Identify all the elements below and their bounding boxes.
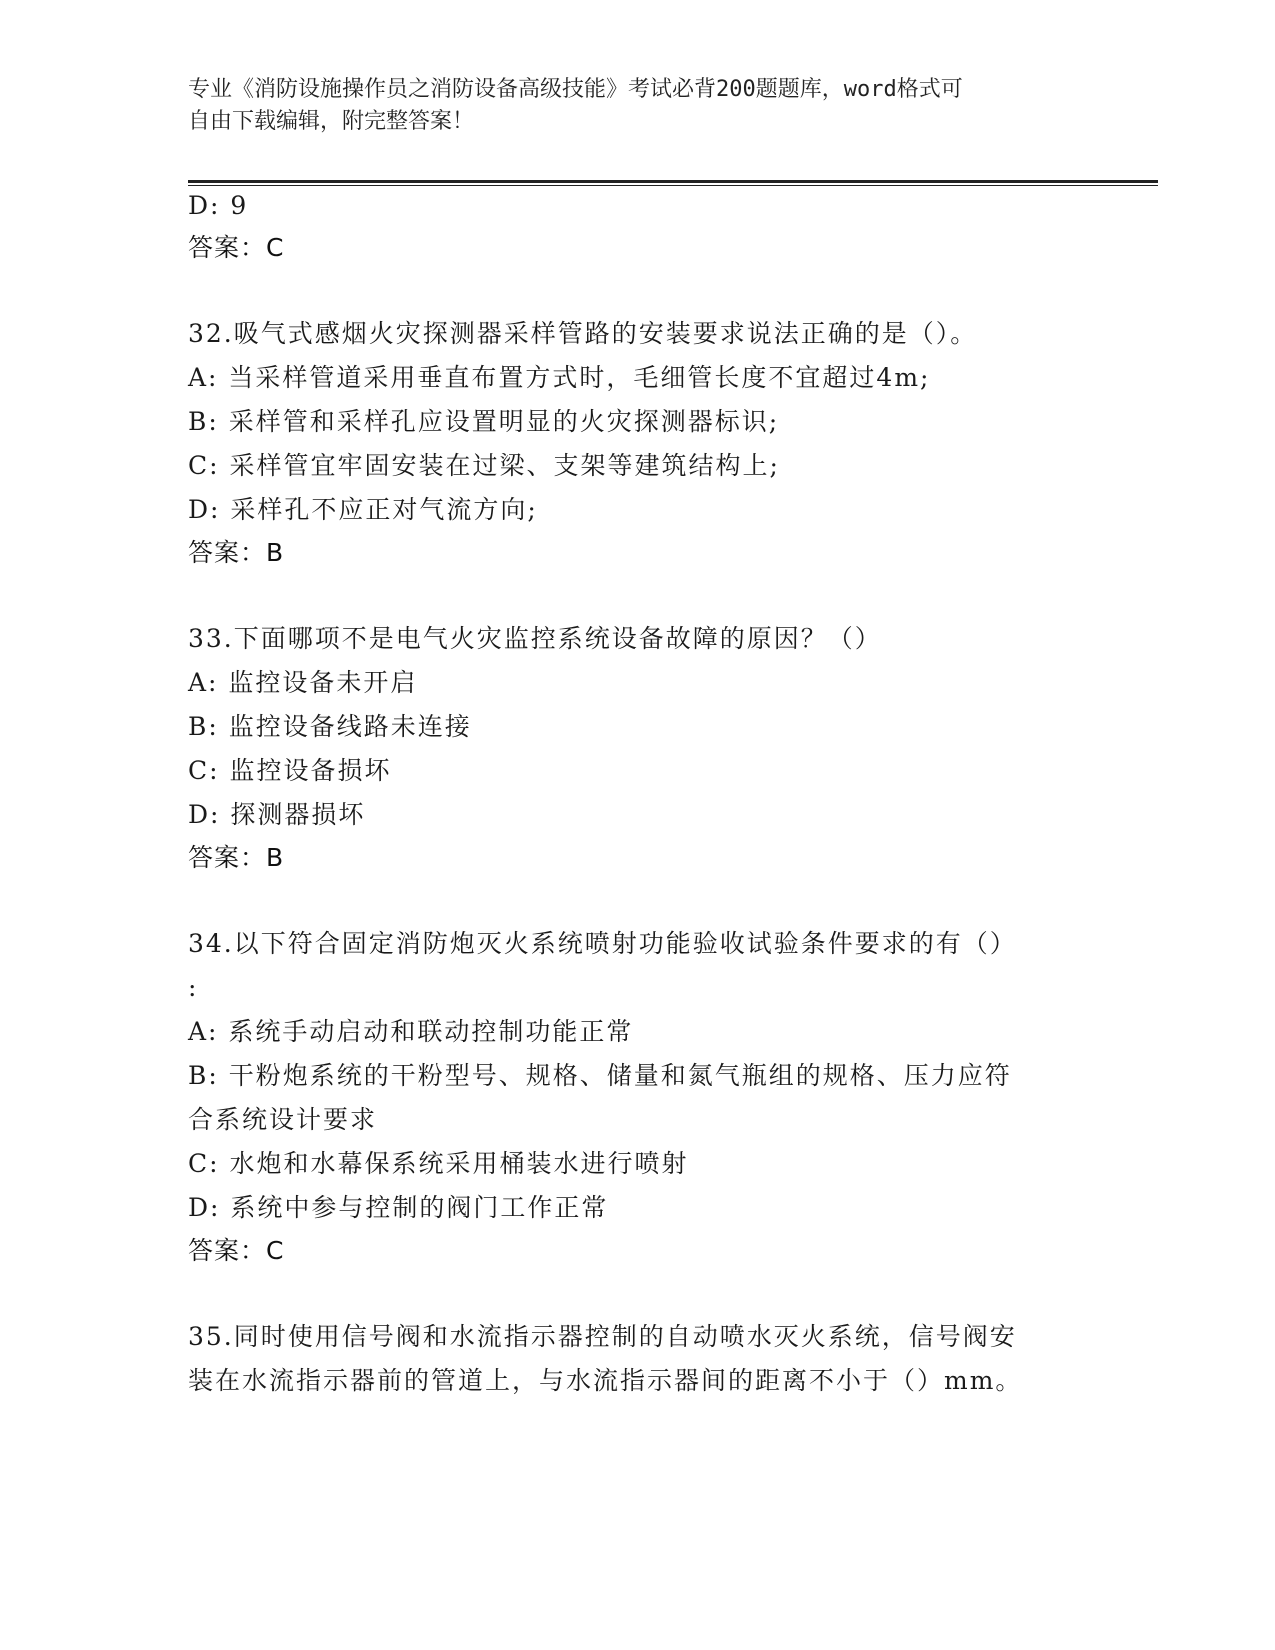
q33-option-d: D: 探测器损坏 [188,800,366,829]
q33-answer: 答案：B [188,843,285,872]
q32-option-a: A: 当采样管道采用垂直布置方式时，毛细管长度不宜超过4m; [188,363,931,392]
q34-option-b-line-2: 合系统设计要求 [188,1105,378,1134]
q32-option-d: D: 采样孔不应正对气流方向; [188,495,538,524]
header-divider-thin [188,185,1158,186]
q32-question: 32.吸气式感烟火灾探测器采样管路的安装要求说法正确的是（）。 [188,319,978,348]
q33-option-c: C: 监控设备损坏 [188,756,392,785]
q33-question: 33.下面哪项不是电气火灾监控系统设备故障的原因？（） [188,624,882,653]
q35-question-line-1: 35.同时使用信号阀和水流指示器控制的自动喷水灭火系统，信号阀安 [188,1322,1017,1351]
q34-option-a: A: 系统手动启动和联动控制功能正常 [188,1017,634,1046]
q34-option-b-line-1: B: 干粉炮系统的干粉型号、规格、储量和氮气瓶组的规格、压力应符 [188,1061,1012,1090]
q34-question-line-2: : [188,973,199,1002]
q35-question-line-2: 装在水流指示器前的管道上，与水流指示器间的距离不小于（）mm。 [188,1366,1023,1395]
q32-option-b: B: 采样管和采样孔应设置明显的火灾探测器标识; [188,407,780,436]
header-title-line-1: 专业《消防设施操作员之消防设备高级技能》考试必背200题题库，word格式可 [188,77,963,102]
q32-answer: 答案：B [188,538,285,567]
header-title-line-2: 自由下载编辑，附完整答案！ [188,109,475,134]
q34-option-d: D: 系统中参与控制的阀门工作正常 [188,1193,609,1222]
document-header [188,74,1088,138]
q34-question-line-1: 34.以下符合固定消防炮灭火系统喷射功能验收试验条件要求的有（） [188,929,1017,958]
prev-answer: 答案：C [188,233,285,262]
q34-option-c: C: 水炮和水幕保系统采用桶装水进行喷射 [188,1149,689,1178]
header-divider-thick [188,180,1158,183]
q33-option-a: A: 监控设备未开启 [188,668,418,697]
q32-option-c: C: 采样管宜牢固安装在过梁、支架等建筑结构上; [188,451,780,480]
q34-answer: 答案：C [188,1236,285,1265]
prev-option-d: D: 9 [188,191,249,220]
q33-option-b: B: 监控设备线路未连接 [188,712,472,741]
